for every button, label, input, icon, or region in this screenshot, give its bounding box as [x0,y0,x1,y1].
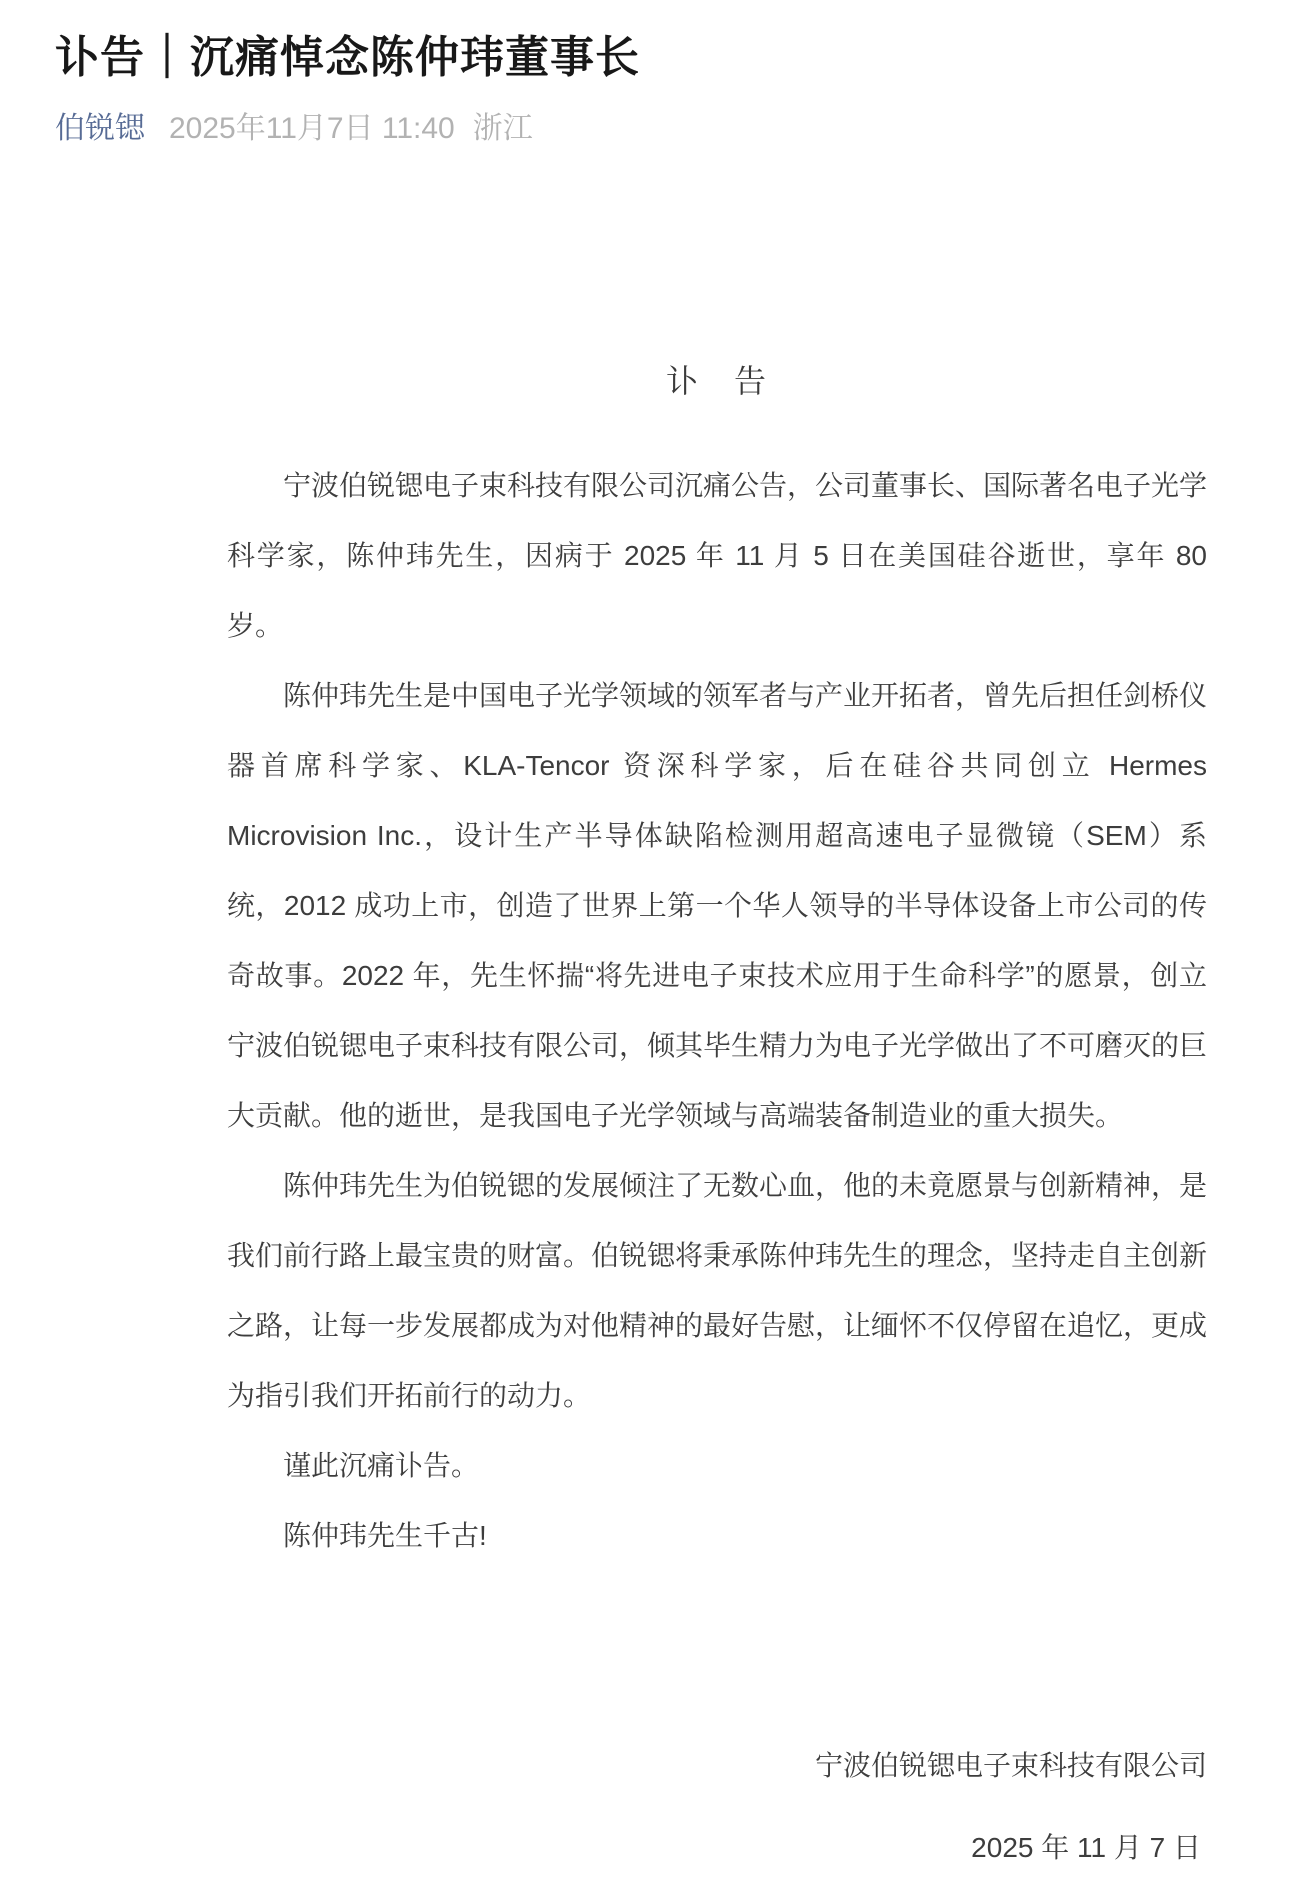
article-meta [55,111,1261,147]
document-paragraph-5: 陈仲玮先生千古! [283,1520,487,1551]
document-paragraph-1: 宁波伯锐锶电子束科技有限公司沉痛公告，公司董事长、国际著名电子光学科学家，陈仲玮先生，因病于 2025 年 11 月 5 日在美国硅谷逝世，享年 80 岁。 [227,470,1208,641]
document-paragraph-3: 陈仲玮先生为伯锐锶的发展倾注了无数心血，他的未竟愿景与创新精神，是我们前行路上最宝贵的财富。伯锐锶将秉承陈仲玮先生的理念，坚持走自主创新之路，让每一步发展都成为对他精神的最好告慰，让缅怀不仅停留在追忆，更成为指引我们开拓前行的动力。 [227,1170,1208,1411]
signature-company: 宁波伯锐锶电子束科技有限公司 [814,1750,1207,1781]
publish-date: 2025年11月7日 11:40 [169,112,455,145]
document-paragraph-2: 陈仲玮先生是中国电子光学领域的领军者与产业开拓者，曾先后担任剑桥仪器首席科学家、KLA-Tencor 资深科学家，后在硅谷共同创立 Hermes Microvision Inc.，设计生产半导体缺陷检测用超高速电子显微镜（SEM）系统，2012 成功上市，创造了世界上第一个华人领导的半导体设备上市公司的传奇故事。2022 年，先生怀揣“将先进电子束技术应用于生命科学”的愿景，创立宁波伯锐锶电子束科技有限公司，倾其毕生精力为电子光学做出了不可磨灭的巨大贡献。他的逝世，是我国电子光学领域与高端装备制造业的重大损失。 [227,680,1208,1131]
document-paragraph-4: 谨此沉痛讣告。 [283,1450,480,1481]
obituary-document-image[interactable] [227,365,1207,1883]
document-heading: 讣 告 [665,363,768,399]
account-name-link[interactable]: 伯锐锶 [55,112,145,145]
publish-location: 浙江 [472,112,533,145]
article-title: 讣告｜沉痛悼念陈仲玮董事长 [55,33,640,82]
signature-date: 2025 年 11 月 7 日 [971,1832,1201,1863]
